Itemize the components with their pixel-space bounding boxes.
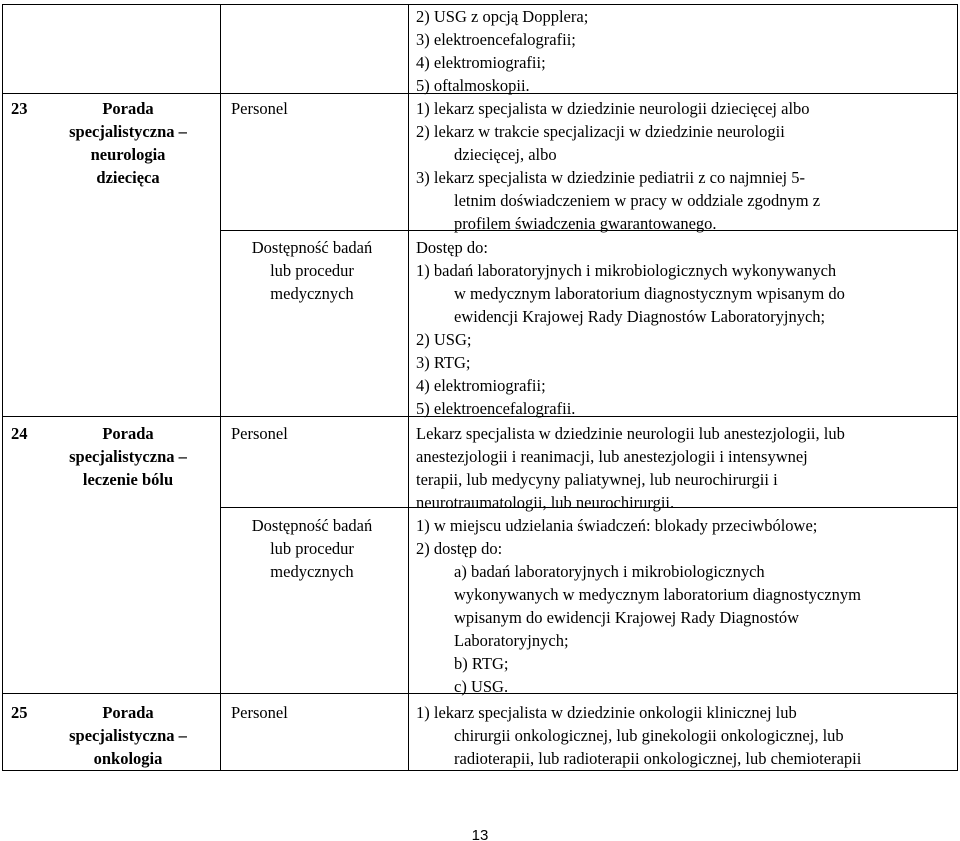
- desc-line: Lekarz specjalista w dziedzinie neurologii lub anestezjologii, lub: [416, 424, 845, 443]
- desc-line: 2) dostęp do:: [416, 539, 503, 558]
- desc-line: 2) lekarz w trakcie specjalizacji w dziedzinie neurologii: [416, 122, 785, 141]
- row23-service-name: [38, 97, 218, 189]
- label-line: medycznych: [270, 284, 354, 303]
- service-line: Porada: [102, 424, 154, 443]
- row23-access-desc: [416, 236, 956, 420]
- service-line: onkologia: [93, 749, 163, 768]
- desc-line: 1) w miejscu udzielania świadczeń: blokady przeciwbólowe;: [416, 516, 818, 535]
- desc-line: 5) elektroencefalografii.: [416, 399, 576, 418]
- desc-line: w medycznym laboratorium diagnostycznym wpisanym do: [454, 284, 845, 303]
- row22-access-desc: [416, 5, 956, 97]
- row24-service-name: [38, 422, 218, 491]
- desc-line: dziecięcej, albo: [454, 145, 557, 164]
- desc-line: 3) RTG;: [416, 353, 471, 372]
- service-line: Porada: [102, 99, 154, 118]
- service-line: dziecięca: [96, 168, 160, 187]
- desc-line: anestezjologii i reanimacji, lub anestezjologii i intensywnej: [416, 447, 808, 466]
- service-line: Porada: [102, 703, 154, 722]
- service-line: specjalistyczna –: [69, 447, 187, 466]
- desc-line: c) USG.: [454, 677, 509, 696]
- desc-line: ewidencji Krajowej Rady Diagnostów Laboratoryjnych;: [454, 307, 826, 326]
- desc-line: terapii, lub medycyny paliatywnej, lub neurochirurgii i: [416, 470, 778, 489]
- desc-line: 1) lekarz specjalista w dziedzinie neurologii dziecięcej albo: [416, 99, 810, 118]
- row23-number: 23: [11, 99, 28, 118]
- label-line: lub procedur: [270, 539, 354, 558]
- desc-line: chirurgii onkologicznej, lub ginekologii onkologicznej, lub: [454, 726, 844, 745]
- row23-access-label: [222, 236, 402, 305]
- desc-line: 2) USG;: [416, 330, 472, 349]
- label-line: lub procedur: [270, 261, 354, 280]
- desc-line: 1) lekarz specjalista w dziedzinie onkologii klinicznej lub: [416, 703, 797, 722]
- row25-service-name: [38, 701, 218, 770]
- service-line: specjalistyczna –: [69, 726, 187, 745]
- desc-line: 2) USG z opcją Dopplera;: [416, 7, 589, 26]
- row25-number: 25: [11, 703, 28, 722]
- label-line: Dostępność badań: [251, 238, 373, 257]
- row24-personel-label: Personel: [231, 424, 288, 443]
- desc-line: wykonywanych w medycznym laboratorium diagnostycznym: [454, 585, 861, 604]
- page-number: 13: [471, 827, 489, 841]
- row25-personel-desc: [416, 701, 956, 770]
- row25-personel-label: Personel: [231, 703, 288, 722]
- desc-line: profilem świadczenia gwarantowanego.: [454, 214, 717, 233]
- row24-access-desc: [416, 514, 956, 698]
- desc-line: 3) elektroencefalografii;: [416, 30, 576, 49]
- col-divider-2: [408, 5, 409, 770]
- service-line: specjalistyczna –: [69, 122, 187, 141]
- desc-line: Laboratoryjnych;: [454, 631, 569, 650]
- desc-line: neurotraumatologii, lub neurochirurgii.: [416, 493, 675, 512]
- row24-number: 24: [11, 424, 28, 443]
- desc-line: 3) lekarz specjalista w dziedzinie pediatrii z co najmniej 5-: [416, 168, 805, 187]
- row23-personel-label: Personel: [231, 99, 288, 118]
- row24-personel-desc: [416, 422, 956, 514]
- desc-line: 5) oftalmoskopii.: [416, 76, 530, 95]
- desc-line: letnim doświadczeniem w pracy w oddziale zgodnym z: [454, 191, 821, 210]
- desc-line: 1) badań laboratoryjnych i mikrobiologicznych wykonywanych: [416, 261, 837, 280]
- desc-line: 4) elektromiografii;: [416, 376, 546, 395]
- row23-personel-desc: [416, 97, 956, 235]
- row24-access-label: [222, 514, 402, 583]
- label-line: medycznych: [270, 562, 354, 581]
- label-line: Dostępność badań: [251, 516, 373, 535]
- desc-line: 4) elektromiografii;: [416, 53, 546, 72]
- desc-line: a) badań laboratoryjnych i mikrobiologicznych: [454, 562, 765, 581]
- desc-line: b) RTG;: [454, 654, 509, 673]
- service-line: leczenie bólu: [82, 470, 174, 489]
- desc-line: wpisanym do ewidencji Krajowej Rady Diagnostów: [454, 608, 800, 627]
- desc-line: Dostęp do:: [416, 238, 488, 257]
- service-line: neurologia: [90, 145, 166, 164]
- col-divider-1: [220, 5, 221, 770]
- desc-line: radioterapii, lub radioterapii onkologicznej, lub chemioterapii: [454, 749, 862, 768]
